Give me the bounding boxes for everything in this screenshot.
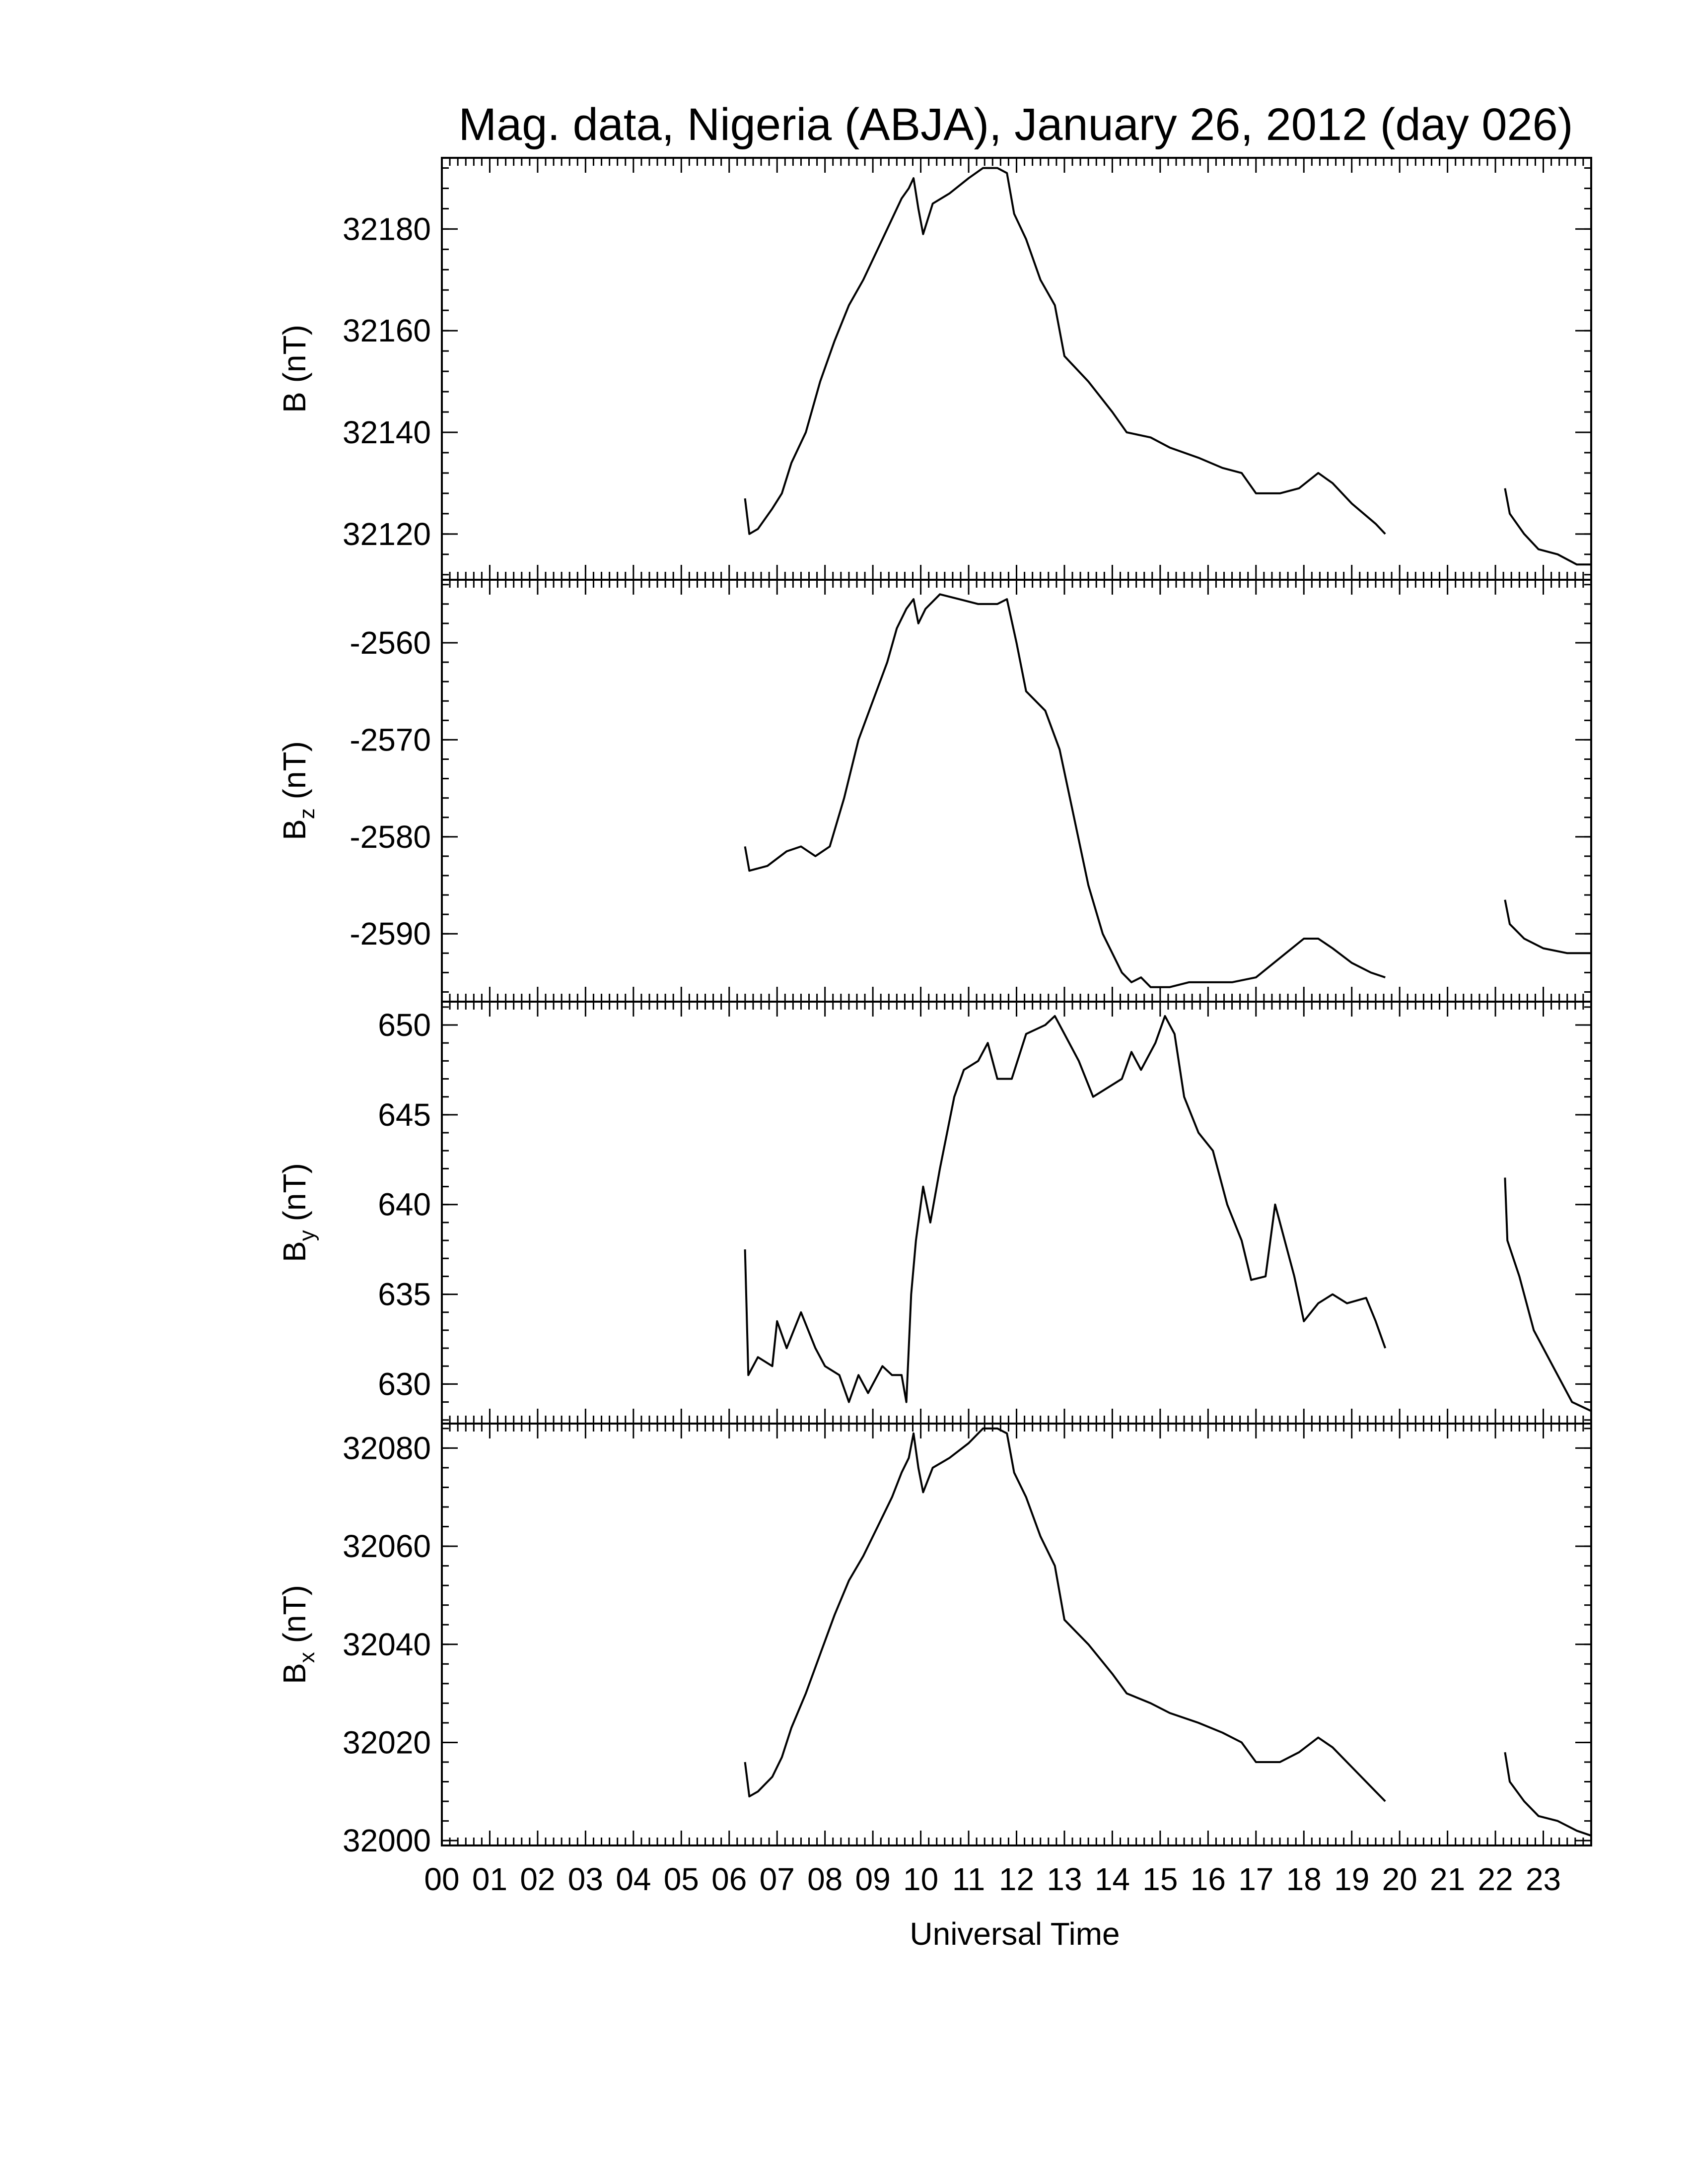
x-tick-label: 23 — [1525, 1861, 1561, 1897]
x-tick-label: 03 — [567, 1861, 603, 1897]
panel-frame — [442, 1424, 1591, 1845]
y-tick-label: 650 — [378, 1007, 431, 1043]
y-tick-label: 635 — [378, 1276, 431, 1312]
x-tick-label: 05 — [663, 1861, 699, 1897]
panel-by — [277, 1002, 1591, 1424]
y-tick-label: -2570 — [350, 722, 431, 758]
y-tick-label: 32120 — [343, 516, 431, 552]
x-tick-label: 00 — [424, 1861, 460, 1897]
y-axis-label-unit: (nT) — [277, 741, 312, 809]
y-tick-label: 32160 — [343, 313, 431, 349]
y-axis-label-unit: (nT) — [277, 325, 312, 392]
x-tick-label: 21 — [1430, 1861, 1466, 1897]
y-axis-label-main: B — [277, 1663, 312, 1684]
y-axis-label — [277, 1585, 319, 1684]
y-tick-label: 32000 — [343, 1823, 431, 1859]
y-tick-label: 32140 — [343, 414, 431, 451]
y-axis-label-main: B — [277, 392, 312, 413]
y-axis-label-main: B — [277, 819, 312, 840]
x-tick-label: 19 — [1334, 1861, 1370, 1897]
x-tick-label: 17 — [1238, 1861, 1274, 1897]
y-axis-label — [277, 325, 312, 413]
x-tick-label: 13 — [1047, 1861, 1082, 1897]
chart-title: Mag. data, Nigeria (ABJA), January 26, 2012 (day 026) — [458, 99, 1573, 150]
series-line-bz — [1505, 900, 1591, 954]
y-tick-label: 32180 — [343, 211, 431, 247]
y-axis-label — [277, 1163, 319, 1262]
y-tick-label: 630 — [378, 1366, 431, 1402]
y-tick-label: 645 — [378, 1096, 431, 1133]
x-axis — [424, 1861, 1561, 1897]
series-line-by — [745, 1016, 1386, 1402]
y-axis-label-subscript: z — [295, 808, 319, 819]
panel-bz — [277, 580, 1591, 1002]
x-tick-label: 14 — [1094, 1861, 1130, 1897]
x-tick-label: 22 — [1477, 1861, 1513, 1897]
panel-b — [277, 158, 1591, 580]
x-tick-label: 12 — [998, 1861, 1035, 1897]
y-tick-label: 640 — [378, 1186, 431, 1223]
y-axis-label — [277, 741, 319, 840]
y-tick-label: -2590 — [350, 916, 431, 952]
series-line-bx — [745, 1429, 1386, 1801]
series-line-bz — [745, 594, 1386, 987]
y-tick-label: -2580 — [350, 819, 431, 855]
series-line-b — [1505, 488, 1591, 565]
x-tick-label: 01 — [472, 1861, 508, 1897]
x-tick-label: 20 — [1382, 1861, 1417, 1897]
x-tick-label: 10 — [903, 1861, 939, 1897]
y-axis-label-subscript: x — [295, 1652, 319, 1663]
x-tick-label: 04 — [616, 1861, 651, 1897]
x-tick-label: 08 — [807, 1861, 843, 1897]
x-tick-label: 06 — [711, 1861, 747, 1897]
panel-bx — [277, 1424, 1591, 1858]
y-axis-label-subscript: y — [295, 1230, 319, 1241]
y-tick-label: -2560 — [350, 625, 431, 661]
y-axis-label-unit: (nT) — [277, 1163, 312, 1230]
x-tick-label: 07 — [759, 1861, 795, 1897]
x-axis-label: Universal Time — [910, 1916, 1120, 1952]
x-tick-label: 15 — [1142, 1861, 1178, 1897]
x-tick-label: 18 — [1286, 1861, 1322, 1897]
chart-panels — [277, 158, 1591, 1858]
y-tick-label: 32080 — [343, 1430, 431, 1466]
y-axis-label-unit: (nT) — [277, 1585, 312, 1652]
series-line-b — [745, 168, 1386, 534]
y-axis-label-main: B — [277, 1241, 312, 1262]
x-tick-label: 02 — [520, 1861, 556, 1897]
y-tick-label: 32040 — [343, 1626, 431, 1662]
series-line-bx — [1505, 1752, 1591, 1836]
x-tick-label: 16 — [1190, 1861, 1226, 1897]
x-tick-label: 11 — [952, 1861, 985, 1897]
y-tick-label: 32060 — [343, 1528, 431, 1565]
y-tick-label: 32020 — [343, 1724, 431, 1761]
x-tick-label: 09 — [855, 1861, 891, 1897]
